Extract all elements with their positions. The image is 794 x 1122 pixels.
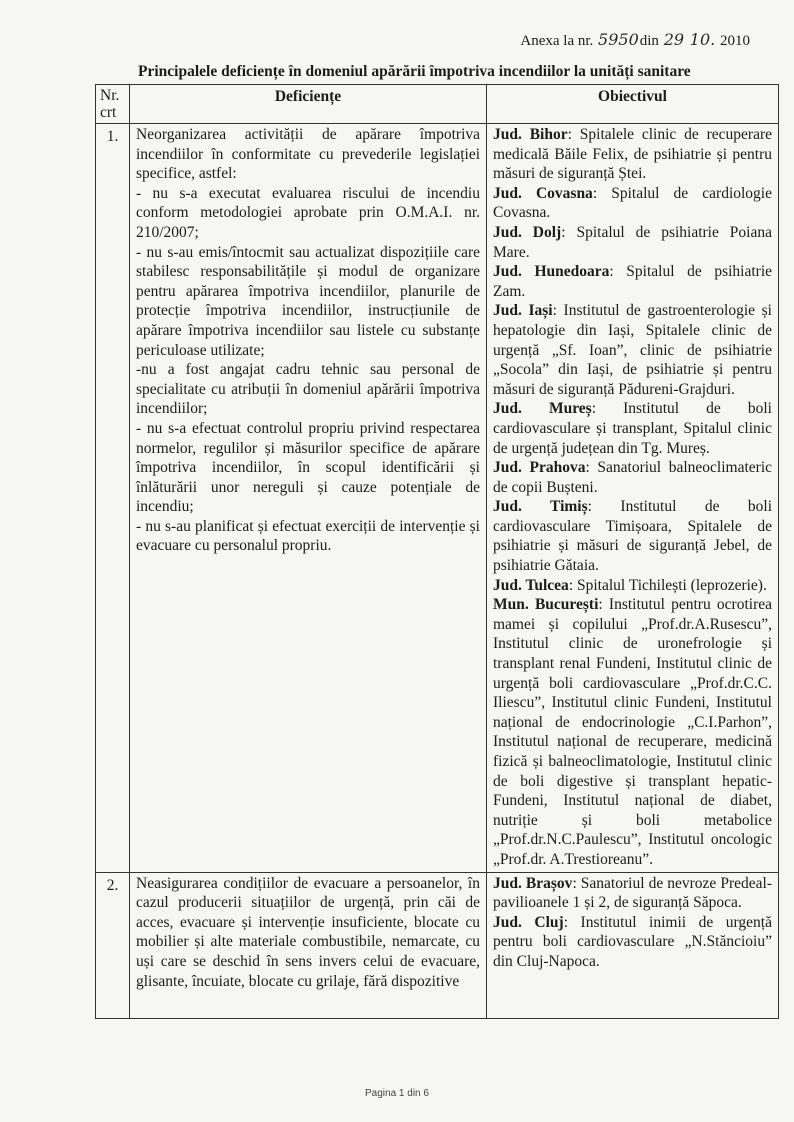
table-row bbox=[96, 872, 779, 1018]
annex-number: 5950 bbox=[598, 30, 639, 49]
deficiency-paragraph: - nu s-a efectuat controlul propriu privind respectarea normelor, regulilor și măsurilor specifice de apărare împotriva incendiilor, în scopul identificării și înlăturării unor nereguli și cauze potențiale de incendiu; bbox=[136, 419, 480, 516]
objective-entry bbox=[493, 913, 772, 972]
objective-entry bbox=[493, 497, 772, 575]
county-name: Jud. Cluj bbox=[493, 913, 564, 931]
objective-text: : Institutul de gastroenterologie și hepatologie din Iași, Spitalele clinic de urgență „Sf. Ioan”, clinic de psihiatrie „Socola” din Iași, de psihiatrie și pentru măsuri de siguranță Pădureni-Grajduri. bbox=[493, 302, 772, 398]
objective-entry bbox=[493, 458, 772, 497]
county-name: Jud. Timiș bbox=[493, 498, 588, 516]
annex-prefix: Anexa la nr. bbox=[520, 33, 594, 49]
table-row bbox=[96, 124, 779, 873]
objective-text: : Institutul de boli cardiovasculare și transplant, Spitalul clinic de urgență județean din Tg. Mureș. bbox=[493, 400, 772, 457]
county-name: Jud. Hunedoara bbox=[493, 263, 610, 281]
page-footer: Pagina 1 din 6 bbox=[365, 1088, 429, 1099]
objective-text: : Spitalul de psihiatrie Poiana Mare. bbox=[493, 223, 772, 261]
objective-text: : Sanatoriul balneoclimateric de copii Bușteni. bbox=[493, 459, 773, 496]
county-name: Jud. Brașov bbox=[493, 874, 573, 892]
annex-day: 29 bbox=[663, 30, 685, 49]
annex-year: 2010 bbox=[720, 33, 750, 49]
objective-entry bbox=[493, 262, 772, 301]
objective-entry bbox=[493, 223, 772, 262]
annex-reference bbox=[520, 30, 750, 50]
deficiency-paragraph: - nu s-au planificat și efectuat exerciții de intervenție și evacuare cu personalul propriu. bbox=[136, 517, 480, 555]
objective-text: : Institutul inimii de urgență pentru boli cardiovasculare „N.Stăncioiu” din Cluj-Napoca. bbox=[493, 913, 772, 970]
row-number: 2. bbox=[96, 872, 130, 1018]
deficiency-paragraph: - nu s-au emis/întocmit sau actualizat dispozițiile care stabilesc responsabilitățile și modul de organizare pentru apărarea împotriva incendiilor, planurile de protecție împotriva incendiilor, instrucțiunile de apărare împotriva incendiilor sau listele cu substanțe periculoase utilizate; bbox=[136, 243, 480, 359]
objective-text: : Spitalul Tichilești (leprozerie). bbox=[568, 576, 767, 594]
deficiency-cell bbox=[130, 872, 487, 1018]
header-nr: Nr. crt bbox=[96, 85, 130, 124]
objective-text: : Spitalele clinic de recuperare medicală Băile Felix, de psihiatrie și pentru măsuri de siguranță Ștei. bbox=[493, 126, 773, 183]
objective-entry bbox=[493, 125, 772, 184]
objective-entry bbox=[493, 595, 772, 869]
objective-entry bbox=[493, 576, 772, 596]
deficiency-paragraph: -nu a fost angajat cadru tehnic sau personal de specialitate cu atribuții în domeniul apărării împotriva incendiilor; bbox=[136, 361, 480, 418]
county-name: Jud. Mureș bbox=[493, 400, 592, 418]
deficiencies-table bbox=[95, 84, 779, 1019]
objective-text: : Sanatoriul de nevroze Predeal-pavilioanele 1 și 2, de siguranță Săpoca. bbox=[493, 874, 772, 912]
county-name: Jud. Prahova bbox=[493, 459, 586, 477]
deficiency-paragraph: Neasigurarea condițiilor de evacuare a persoanelor, în cazul producerii situațiilor de urgență, prin căi de acces, evacuare și intervenție insuficiente, blocate cu mobilier și alte materiale combustibile, nemarcate, cu uși care se deschid în sens invers celui de evacuare, glisante, încuiate, blocate cu grilaje, fără dispozitive bbox=[136, 874, 480, 990]
objective-entry bbox=[493, 874, 772, 913]
objective-cell bbox=[487, 872, 779, 1018]
county-name: Jud. Iași bbox=[493, 302, 553, 320]
objective-cell bbox=[487, 124, 779, 873]
header-obiectivul: Obiectivul bbox=[487, 85, 779, 124]
county-name: Mun. București bbox=[493, 596, 599, 614]
objective-text: : Institutul pentru ocrotirea mamei și copilului „Prof.dr.A.Rusescu”, Institutul clinic de uronefrologie și transplant renal Fundeni, Institutul clinic de urgență boli cardiovasculare „Prof.dr.C.C. Iliescu”, Institutul clinic Fundeni, Institutul național de endocrinologie „C.I.Parhon”, Institutul național de recuperare, medicină fizică și balneoclimatologie, Institutul clinic de boli digestive și transplant hepatic-Fundeni, Institutul național de diabet, nutriție și boli metabolice „Prof.dr.N.C.Paulescu”, Institutul oncologic „Prof.dr. A.Trestioreanu”. bbox=[493, 596, 772, 868]
objective-text: : Spitalul de cardiologie Covasna. bbox=[493, 184, 772, 222]
objective-entry bbox=[493, 399, 772, 458]
county-name: Jud. Covasna bbox=[493, 184, 593, 202]
deficiency-paragraph: - nu s-a executat evaluarea riscului de incendiu conform metodologiei aprobate prin O.M.A.I. nr. 210/2007; bbox=[136, 184, 480, 241]
county-name: Jud. Bihor bbox=[493, 126, 568, 143]
annex-month: 10. bbox=[689, 30, 716, 49]
row-number: 1. bbox=[96, 124, 130, 873]
header-deficiente: Deficiențe bbox=[130, 85, 487, 124]
county-name: Jud. Dolj bbox=[493, 223, 562, 241]
deficiency-cell bbox=[130, 124, 487, 873]
objective-entry bbox=[493, 184, 772, 223]
deficiency-paragraph: Neorganizarea activității de apărare împotriva incendiilor în conformitate cu prevederile legislației specifice, astfel: bbox=[136, 126, 480, 183]
document-title: Principalele deficiențe în domeniul apărării împotriva incendiilor la unități sanitare bbox=[138, 63, 691, 80]
objective-entry bbox=[493, 301, 772, 399]
objective-text: : Spitalul de psihiatrie Zam. bbox=[493, 263, 773, 300]
table-header-row bbox=[96, 85, 779, 124]
objective-text: : Institutul de boli cardiovasculare Timișoara, Spitalele de psihiatrie și măsuri de siguranță Jebel, de psihiatrie Gătaia. bbox=[493, 498, 773, 575]
annex-din: din bbox=[639, 33, 659, 49]
county-name: Jud. Tulcea bbox=[493, 576, 569, 594]
